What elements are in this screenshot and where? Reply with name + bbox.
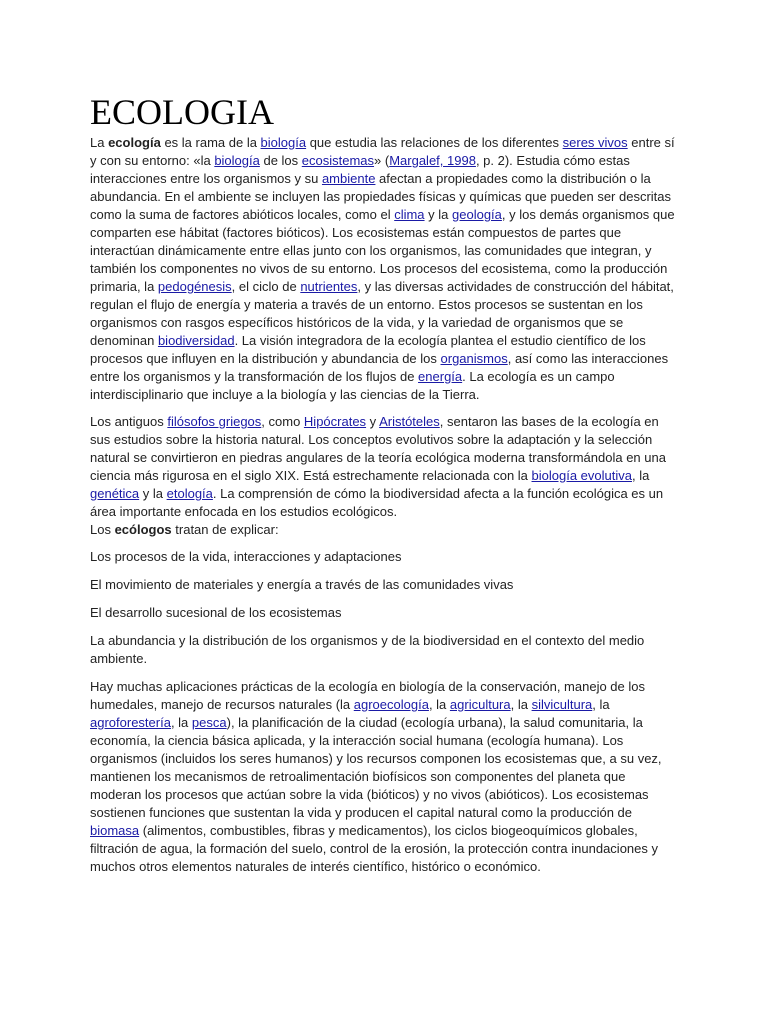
- link-seres-vivos[interactable]: seres vivos: [562, 135, 628, 150]
- text-run: y: [366, 414, 380, 429]
- link-clima[interactable]: clima: [394, 207, 425, 222]
- link-nutrientes[interactable]: nutrientes: [300, 279, 358, 294]
- link-biologia-evolutiva[interactable]: biología evolutiva: [531, 468, 632, 483]
- link-biomasa[interactable]: biomasa: [90, 823, 140, 838]
- link-organismos[interactable]: organismos: [440, 351, 508, 366]
- text-run: . La comprensión de cómo la biodiversidad afecta a la función ecológica es un área importante enfocada en los estudios ecológicos.: [90, 486, 664, 519]
- text-run: ), la planificación de la ciudad (ecología urbana), la salud comunitaria, la economía, la ciencia básica aplicada, y la interacción social humana (ecología humana). Los organismos (incluidos los seres humanos) y los recursos componen los ecosistemas que, a su vez, mantienen los mecanismos de retroalimentación biofísicos son componentes del planeta que moderan los procesos que actúan sobre la vida (bióticos) y no vivos (abióticos). Los ecosistemas sostienen funciones que sustentan la vida y producen el capital natural como la producción de: [90, 715, 662, 820]
- bold-term: ecólogos: [114, 522, 172, 537]
- text-run: entre sí y con su entorno: «la: [90, 135, 675, 168]
- link-agroecologia[interactable]: agroecología: [353, 697, 429, 712]
- text-run: , y los demás organismos que comparten ese hábitat (factores bióticos). Los ecosistemas están compuestos de partes que interactúan dinámicamente entre ellas junto con los organismos, las comunidades que integran, y también los componentes no vivos de su entorno. Los procesos del ecosistema, como la producción primaria, la: [90, 207, 675, 294]
- text-run: , la: [510, 697, 532, 712]
- list-item: Los procesos de la vida, interacciones y adaptaciones: [90, 549, 402, 564]
- link-geologia[interactable]: geología: [452, 207, 502, 222]
- text-run: , así como las interacciones entre los organismos y la transformación de los flujos de: [90, 351, 669, 384]
- text-run: Los: [90, 522, 115, 537]
- text-run: , la: [170, 715, 192, 730]
- link-biologia[interactable]: biología: [260, 135, 307, 150]
- page-title: ECOLOGIA: [90, 92, 274, 132]
- text-run: Hay muchas aplicaciones prácticas de la ecología en biología de la conservación, manejo de los humedales, manejo de recursos naturales (la: [90, 679, 645, 712]
- text-run: de los: [259, 153, 302, 168]
- list-item: El desarrollo sucesional de los ecosistemas: [90, 605, 342, 620]
- link-agricultura[interactable]: agricultura: [449, 697, 511, 712]
- text-run: , y las diversas actividades de construcción del hábitat, regulan el flujo de energía y materia a través de un entorno. Estos procesos se sustentan en los organismos con rasgos específicos históricos de la vida, y la variedad de organismos que se denominan: [90, 279, 674, 348]
- text-run: , la: [631, 468, 650, 483]
- list-item: El movimiento de materiales y energía a través de las comunidades vivas: [90, 577, 514, 592]
- link-margalef-1998[interactable]: Margalef, 1998: [389, 153, 476, 168]
- link-filosofos-griegos[interactable]: filósofos griegos: [167, 414, 262, 429]
- paragraph-applications: [90, 678, 680, 876]
- list-item: La abundancia y la distribución de los organismos y de la biodiversidad en el contexto del medio ambiente.: [90, 633, 645, 666]
- link-pesca[interactable]: pesca: [191, 715, 227, 730]
- link-silvicultura[interactable]: silvicultura: [531, 697, 593, 712]
- text-run: . La ecología es un campo interdisciplinario que incluye a la biología y las ciencias de la Tierra.: [90, 369, 615, 402]
- text-run: , p. 2). Estudia cómo estas interacciones entre los organismos y su: [90, 153, 630, 186]
- text-run: y la: [424, 207, 453, 222]
- link-pedogenesis[interactable]: pedogénesis: [157, 279, 232, 294]
- text-run: , sentaron las bases de la ecología en sus estudios sobre la historia natural. Los conceptos evolutivos sobre la adaptación y la selección natural se convirtieron en piedras angulares de la teoría ecológica moderna transformándola en una ciencia más rigurosa en el siglo XIX. Está estrechamente relacionada con la: [90, 414, 666, 483]
- text-run: afectan a propiedades como la distribución o la abundancia. En el ambiente se incluyen las propiedades físicas y químicas que pueden ser descritas como la suma de factores abióticos locales, como el: [90, 171, 672, 222]
- paragraph-intro: [90, 134, 680, 404]
- text-run: y la: [139, 486, 167, 501]
- text-run: tratan de explicar:: [171, 522, 279, 537]
- link-ambiente[interactable]: ambiente: [321, 171, 376, 186]
- paragraph-history: [90, 413, 680, 521]
- text-run: . La visión integradora de la ecología plantea el estudio científico de los procesos que influyen en la distribución y abundancia de los: [90, 333, 646, 366]
- link-energia[interactable]: energía: [418, 369, 463, 384]
- link-biodiversidad[interactable]: biodiversidad: [157, 333, 235, 348]
- link-biologia[interactable]: biología: [214, 153, 260, 168]
- document-body: [90, 94, 680, 885]
- text-run: es la rama de la: [160, 135, 261, 150]
- text-run: , la: [592, 697, 610, 712]
- bold-term: ecología: [108, 135, 161, 150]
- text-run: La: [90, 135, 109, 150]
- paragraph-ecologists: [90, 521, 680, 539]
- text-run: que estudia las relaciones de los diferentes: [306, 135, 563, 150]
- text-run: » (: [374, 153, 390, 168]
- link-genetica[interactable]: genética: [90, 486, 140, 501]
- link-aristoteles[interactable]: Aristóteles: [379, 414, 440, 429]
- text-run: (alimentos, combustibles, fibras y medicamentos), los ciclos biogeoquímicos globales, filtración de agua, la formación del suelo, control de la erosión, la protección contra inundaciones y muchos otros elementos naturales de interés científico, histórico o económico.: [90, 823, 659, 874]
- link-ecosistemas[interactable]: ecosistemas: [301, 153, 375, 168]
- link-agroforesteria[interactable]: agroforestería: [90, 715, 171, 730]
- text-run: Los antiguos: [90, 414, 168, 429]
- text-run: , la: [428, 697, 450, 712]
- text-run: , el ciclo de: [231, 279, 301, 294]
- link-etologia[interactable]: etología: [166, 486, 213, 501]
- link-hipocrates[interactable]: Hipócrates: [303, 414, 367, 429]
- text-run: , como: [261, 414, 304, 429]
